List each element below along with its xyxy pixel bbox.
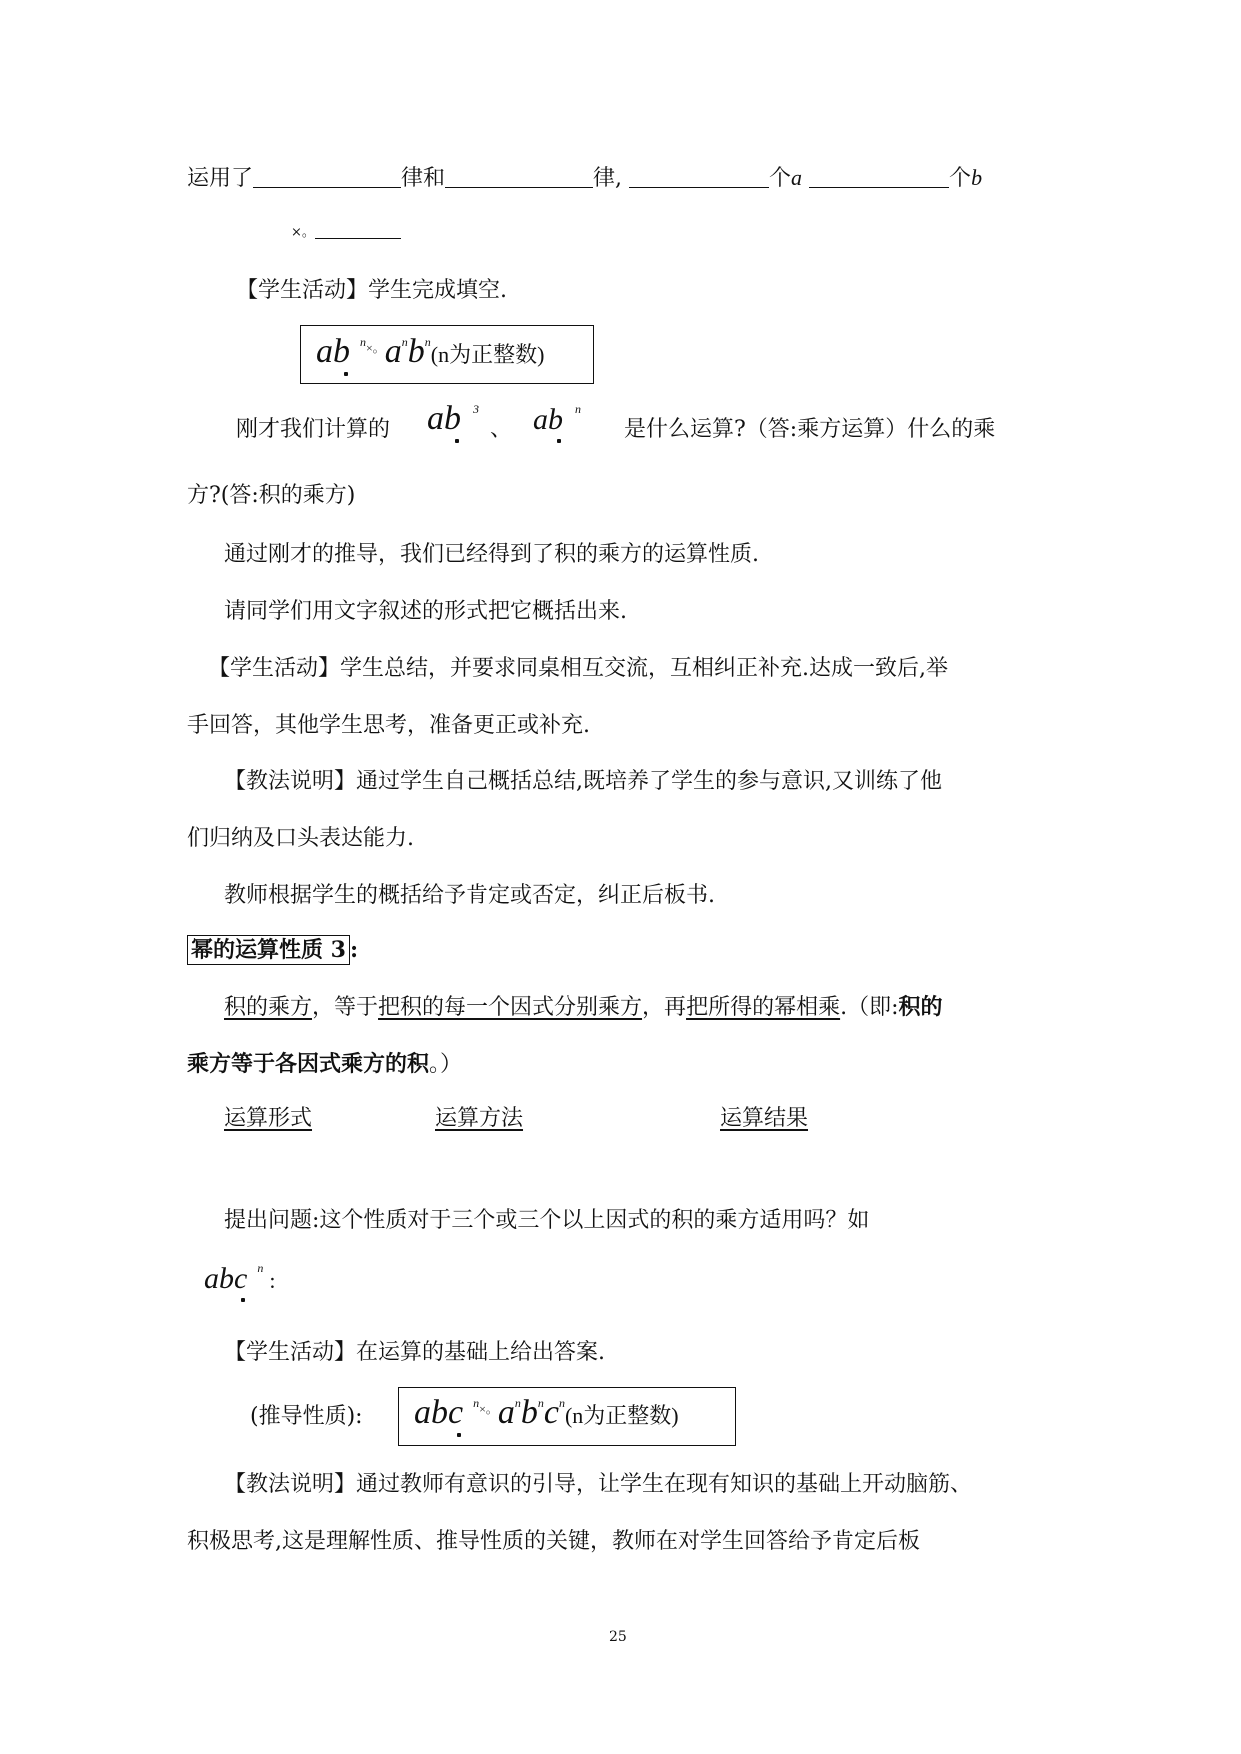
text: ，再 (642, 995, 687, 1020)
dot-mark (344, 372, 348, 376)
exponent: 3 (473, 402, 479, 416)
var-a: a (497, 1394, 515, 1431)
blank-2[interactable] (445, 165, 593, 188)
dot-mark (241, 1298, 245, 1302)
text: .（即: (840, 995, 899, 1020)
underlined-text: 积的乘方 (224, 995, 313, 1020)
text: 个 (949, 166, 972, 191)
text: 律, (593, 166, 623, 191)
operator: ×。 (479, 1402, 498, 1416)
exponent: n (473, 1396, 480, 1410)
fill-blank-line-2 (291, 218, 401, 248)
formula-note: (n为正整数) (564, 1403, 679, 1428)
formula-abc-n (204, 1262, 275, 1296)
operator: ×。 (366, 341, 385, 355)
exponent: n (537, 1396, 544, 1410)
property-line-2 (187, 1049, 462, 1080)
activity-3: 【学生活动】在运算的基础上给出答案. (224, 1340, 605, 1365)
exponent: n (360, 335, 366, 349)
expr-ab-cubed (427, 400, 479, 438)
method-1-line-1: 【教法说明】通过学生自己概括总结,既培养了学生的参与意识,又训练了他 (224, 769, 942, 794)
blank-4[interactable] (809, 165, 949, 188)
exponent: n (424, 335, 431, 349)
paragraph: 教师根据学生的概括给予肯定或否定，纠正后板书. (224, 883, 715, 908)
text: ，等于 (312, 995, 379, 1020)
exponent: n (575, 402, 581, 416)
underlined-text: 把积的每一个因式分别乘方 (378, 995, 643, 1020)
text: 。） (429, 1052, 463, 1077)
mark: ×。 (291, 225, 315, 240)
exponent: n (514, 1396, 521, 1410)
formula-base: abc (204, 1262, 248, 1295)
exponent: n (558, 1396, 565, 1410)
label-operation-method: 运算方法 (435, 1106, 524, 1131)
formula-base: ab (316, 333, 350, 370)
question-answer: 方?(答:积的乘方) (187, 483, 356, 508)
dot-mark (557, 439, 561, 443)
bold-text: 乘方等于各因式乘方的积 (187, 1051, 430, 1077)
activity-2-line-2: 手回答，其他学生思考，准备更正或补充. (187, 713, 590, 738)
formula-base: ab (533, 403, 563, 436)
question-text: 刚才我们计算的 (236, 417, 391, 442)
paragraph: 通过刚才的推导，我们已经得到了积的乘方的运算性质. (224, 542, 759, 567)
text: 个 (769, 166, 792, 191)
var-c: c (543, 1394, 559, 1431)
dot-mark (455, 439, 459, 443)
derive-label: (推导性质): (250, 1404, 363, 1429)
activity-1: 【学生活动】学生完成填空. (236, 278, 507, 303)
var-b: b (407, 333, 425, 370)
property-line-1 (224, 992, 943, 1023)
var-b: b (520, 1394, 538, 1431)
formula-1 (316, 333, 544, 371)
formula-note: (n为正整数) (430, 342, 545, 367)
paragraph: 请同学们用文字叙述的形式把它概括出来. (224, 599, 627, 624)
text: 运用了 (187, 166, 254, 191)
property-heading (187, 935, 358, 965)
exponent: n (401, 335, 408, 349)
blank-3[interactable] (629, 165, 769, 188)
formula-base: abc (414, 1394, 464, 1431)
var-a: a (791, 165, 803, 190)
question-text-after: 是什么运算?（答:乘方运算）什么的乘 (624, 417, 996, 442)
text: 律和 (401, 166, 446, 191)
fill-blank-line (187, 163, 982, 194)
colon: : (349, 937, 359, 963)
method-1-line-2: 们归纳及口头表达能力. (187, 826, 414, 851)
question-2: 提出问题:这个性质对于三个或三个以上因式的积的乘方适用吗？如 (224, 1208, 870, 1233)
activity-2-line-1: 【学生活动】学生总结，并要求同桌相互交流，互相纠正补充.达成一致后,举 (208, 656, 948, 681)
label-operation-result: 运算结果 (720, 1106, 809, 1131)
blank-1[interactable] (253, 165, 401, 188)
page-number: 25 (609, 1629, 627, 1645)
blank-5[interactable] (315, 222, 401, 239)
expr-ab-n (533, 403, 581, 437)
dot-mark (457, 1433, 461, 1437)
method-2-line-1: 【教法说明】通过教师有意识的引导，让学生在现有知识的基础上开动脑筋、 (224, 1472, 973, 1497)
var-b: b (971, 165, 983, 190)
property-title: 幂的运算性质 3 (187, 935, 350, 965)
underlined-text: 把所得的幂相乘 (686, 995, 841, 1020)
separator: 、 (490, 417, 513, 442)
formula-3 (414, 1394, 679, 1432)
label-operation-form: 运算形式 (224, 1106, 313, 1131)
var-a: a (384, 333, 402, 370)
exponent: n (257, 1261, 264, 1275)
formula-base: ab (427, 400, 461, 437)
bold-text: 积的 (898, 994, 943, 1020)
colon: : (269, 1268, 276, 1293)
method-2-line-2: 积极思考,这是理解性质、推导性质的关键，教师在对学生回答给予肯定后板 (187, 1529, 920, 1554)
